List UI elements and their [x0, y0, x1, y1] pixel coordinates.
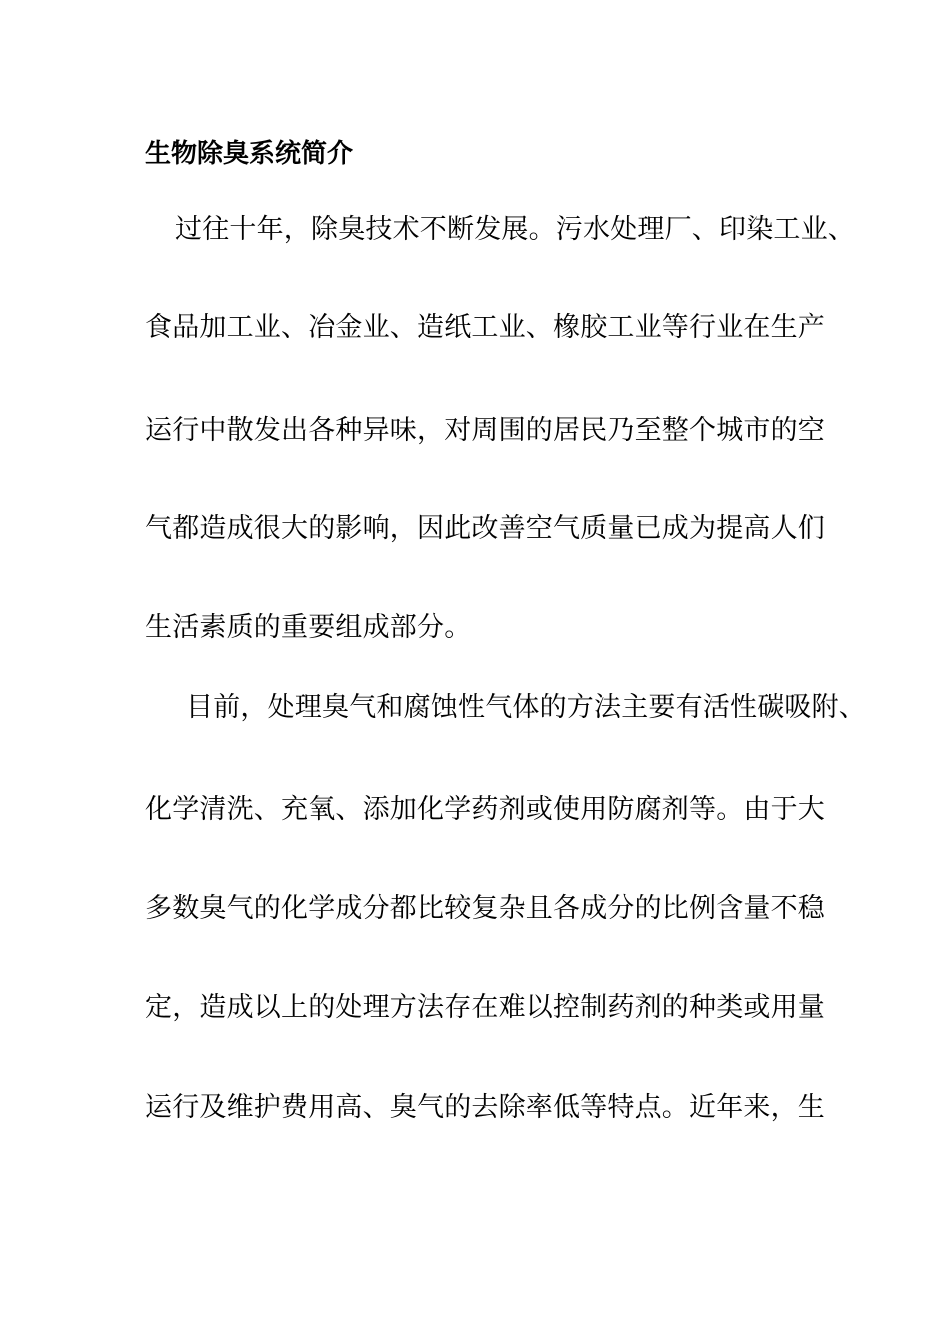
paragraph-line-8: 多数臭气的化学成分都比较复杂且各成分的比例含量不稳 [145, 893, 825, 924]
paragraph-line-5: 生活素质的重要组成部分。 [145, 612, 472, 643]
paragraph-line-1: 过往十年，除臭技术不断发展。污水处理厂、印染工业、 [175, 214, 855, 245]
paragraph-line-2: 食品加工业、冶金业、造纸工业、橡胶工业等行业在生产 [145, 312, 825, 343]
paragraph-line-4: 气都造成很大的影响，因此改善空气质量已成为提高人们 [145, 513, 825, 544]
paragraph-line-10: 运行及维护费用高、臭气的去除率低等特点。近年来，生 [145, 1092, 825, 1123]
paragraph-line-9: 定，造成以上的处理方法存在难以控制药剂的种类或用量 [145, 992, 825, 1023]
document-title: 生物除臭系统简介 [145, 139, 354, 169]
paragraph-line-6: 目前，处理臭气和腐蚀性气体的方法主要有活性碳吸附、 [186, 692, 866, 723]
paragraph-line-3: 运行中散发出各种异味，对周围的居民乃至整个城市的空 [145, 415, 825, 446]
paragraph-line-7: 化学清洗、充氧、添加化学药剂或使用防腐剂等。由于大 [145, 794, 825, 825]
